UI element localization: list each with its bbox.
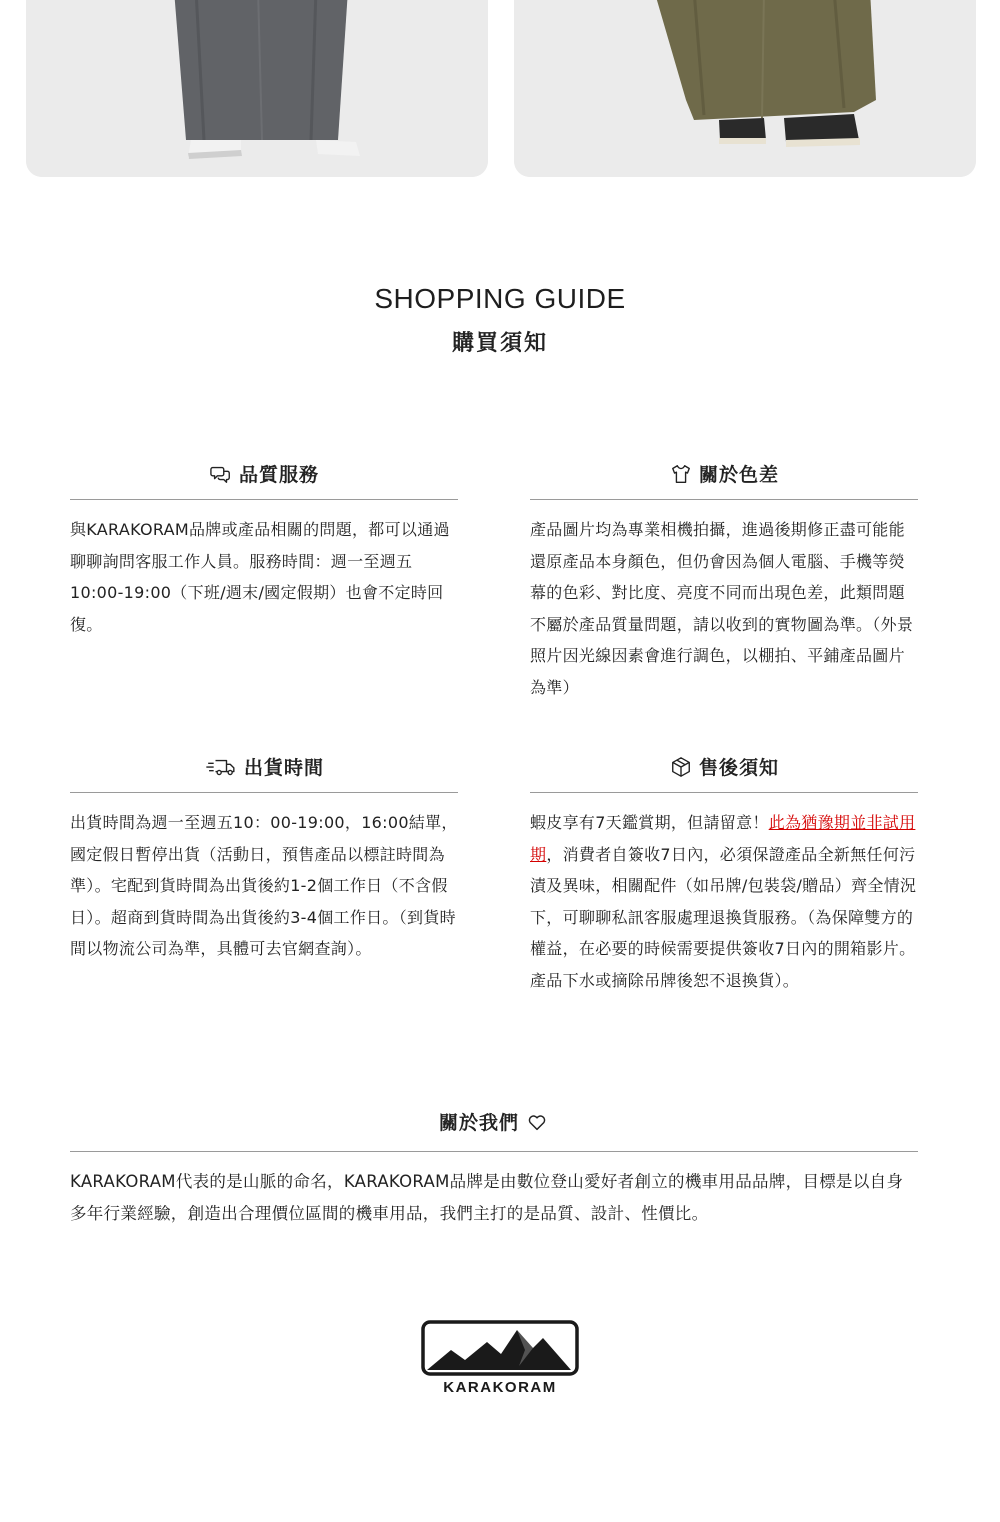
section-header	[70, 751, 458, 793]
guide-title: SHOPPING GUIDE	[374, 283, 626, 314]
section-title: 售後須知	[698, 757, 779, 779]
section-title: 關於我們	[438, 1112, 519, 1134]
delivery-truck-icon	[204, 755, 238, 779]
section-shipping-time	[70, 751, 458, 965]
section-body: 與KARAKORAM品牌或產品相關的問題，都可以通過聊聊詢問客服工作人員。服務時間：週一至週五10:00-19:00（下班/週末/國定假期）也會不定時回復。	[70, 520, 450, 634]
package-box-icon	[669, 755, 693, 779]
section-header	[530, 751, 918, 793]
body-text: 蝦皮享有7天鑑賞期，但請留意！	[530, 813, 769, 832]
section-title: 品質服務	[238, 464, 319, 486]
svg-text:KARAKORAM: KARAKORAM	[443, 1379, 557, 1396]
karakoram-logo	[421, 1320, 579, 1396]
section-color-difference	[530, 458, 918, 703]
chat-bubbles-icon	[209, 462, 233, 486]
section-header	[70, 1100, 918, 1152]
product-photo-olive	[514, 0, 976, 177]
section-header	[530, 458, 918, 500]
section-title: 關於色差	[698, 464, 779, 486]
section-quality-service	[70, 458, 458, 640]
product-photo-grey	[26, 0, 488, 177]
tshirt-icon	[669, 462, 693, 486]
section-body	[530, 807, 918, 996]
section-body: 出貨時間為週一至週五10：00-19:00，16:00結單，國定假日暫停出貨（活動日，預售產品以標註時間為準）。宅配到貨時間為出貨後約1-2個工作日（不含假日）。超商到貨時間為出貨後約3-4個工作日。（到貨時間以物流公司為準，具體可去官網查詢）。	[70, 813, 458, 958]
guide-subtitle: 購買須知	[451, 331, 548, 356]
section-after-sales	[530, 751, 918, 996]
section-header	[70, 458, 458, 500]
section-body: KARAKORAM代表的是山脈的命名，KARAKORAM品牌是由數位登山愛好者創立的機車用品品牌，目標是以自身多年行業經驗，創造出合理價位區間的機車用品，我們主打的是品質、設計、性價比。	[70, 1172, 904, 1223]
section-about-us	[70, 1100, 918, 1229]
heart-icon	[525, 1110, 549, 1134]
warning-text: 此為猶豫期並非試用期	[530, 813, 916, 864]
body-text: ，消費者自簽收7日內，必須保證產品全新無任何污漬及異味，相關配件（如吊牌/包裝袋/贈品）齊全情況下，可聊聊私訊客服處理退換貨服務。（為保障雙方的權益，在必要的時候需要提供簽收7日內的開箱影片。產品下水或摘除吊牌後恕不退換貨）。	[530, 844, 917, 990]
section-title: 出貨時間	[243, 757, 324, 779]
section-body: 產品圖片均為專業相機拍攝，進過後期修正盡可能能還原產品本身顏色，但仍會因為個人電腦、手機等熒幕的色彩、對比度、亮度不同而出現色差，此類問題不屬於產品質量問題，請以收到的實物圖為準。（外景照片因光線因素會進行調色，以棚拍、平鋪產品圖片為準）	[530, 520, 914, 697]
